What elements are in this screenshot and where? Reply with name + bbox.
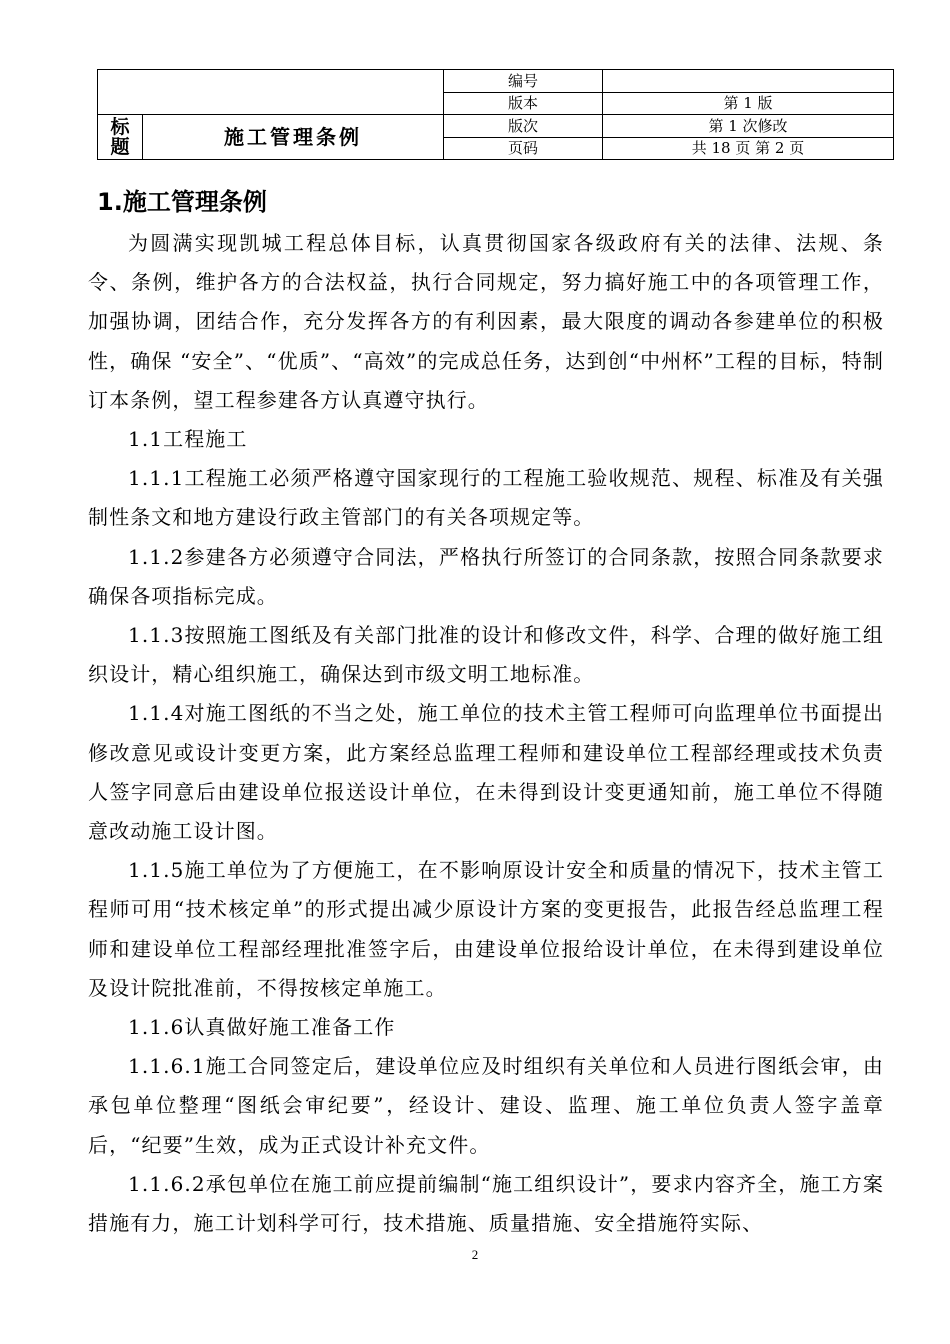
header-value-page: 共 18 页 第 2 页 <box>603 137 894 160</box>
document-header-table <box>97 69 894 160</box>
header-title-label-text: 标 题 <box>110 116 130 158</box>
header-value-version: 第 1 版 <box>603 92 894 115</box>
subsection-heading: 1.1工程施工 <box>128 427 248 452</box>
header-title-label <box>98 115 143 160</box>
clause-paragraph: 1.1.6.2承包单位在施工前应提前编制“施工组织设计”，要求内容齐全，施工方案措施有力，施工计划科学可行，技术措施、质量措施、安全措施符实际、 <box>88 1171 884 1236</box>
header-title: 施工管理条例 <box>143 115 444 160</box>
document-body <box>88 224 884 1243</box>
clause-paragraph: 1.1.3按照施工图纸及有关部门批准的设计和修改文件，科学、合理的做好施工组织设计，精心组织施工，确保达到市级文明工地标准。 <box>88 623 884 687</box>
section-title: 1.施工管理条例 <box>97 188 267 216</box>
header-value-code <box>603 70 894 93</box>
subsection-heading: 1.1.6认真做好施工准备工作 <box>128 1015 396 1040</box>
header-key-version: 版本 <box>444 92 603 115</box>
header-key-page: 页码 <box>444 137 603 160</box>
clause-paragraph: 1.1.5施工单位为了方便施工，在不影响原设计安全和质量的情况下，技术主管工程师可用“技术核定单”的形式提出减少原设计方案的变更报告，此报告经总监理工程师和建设单位工程部经理批准签字后，由建设单位报给设计单位，在未得到建设单位及设计院批准前，不得按核定单施工。 <box>88 858 884 1000</box>
header-value-revision: 第 1 次修改 <box>603 115 894 138</box>
header-blank-cell <box>98 70 444 115</box>
clause-paragraph: 1.1.4对施工图纸的不当之处，施工单位的技术主管工程师可向监理单位书面提出修改意见或设计变更方案，此方案经总监理工程师和建设单位工程部经理或技术负责人签字同意后由建设单位报送设计单位，在未得到设计变更通知前，施工单位不得随意改动施工设计图。 <box>88 701 884 844</box>
clause-paragraph: 1.1.1工程施工必须严格遵守国家现行的工程施工验收规范、规程、标准及有关强制性条文和地方建设行政主管部门的有关各项规定等。 <box>88 466 884 530</box>
clause-paragraph: 1.1.2参建各方必须遵守合同法，严格执行所签订的合同条款，按照合同条款要求确保各项指标完成。 <box>88 544 884 608</box>
page-number: 2 <box>471 1247 479 1262</box>
header-key-revision: 版次 <box>444 115 603 138</box>
header-key-code: 编号 <box>444 70 603 93</box>
clause-paragraph: 1.1.6.1施工合同签定后，建设单位应及时组织有关单位和人员进行图纸会审，由承包单位整理“图纸会审纪要”，经设计、建设、监理、施工单位负责人签字盖章后，“纪要”生效，成为正式设计补充文件。 <box>88 1054 884 1157</box>
intro-paragraph: 为圆满实现凯城工程总体目标，认真贯彻国家各级政府有关的法律、法规、条令、条例，维护各方的合法权益，执行合同规定，努力搞好施工中的各项管理工作，加强协调，团结合作，充分发挥各方的有利因素，最大限度的调动各参建单位的积极性，确保 “安全”、“优质”、“高效”的完成总任务，达到创“中州杯”工程的目标，特制订本条例，望工程参建各方认真遵守执行。 <box>88 231 884 412</box>
